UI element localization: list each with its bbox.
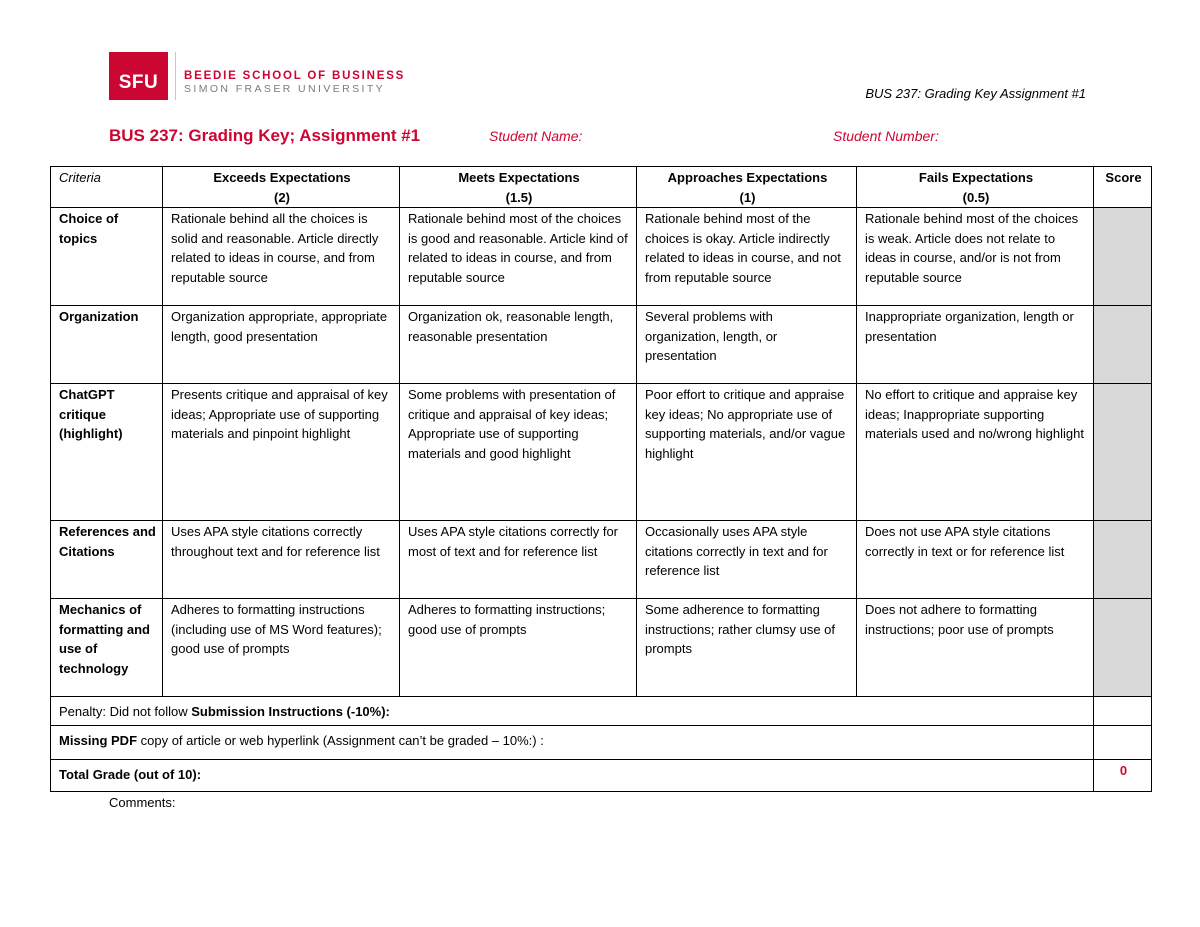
header-exceeds: Exceeds Expectations (2) bbox=[163, 167, 400, 208]
fails-cell: Rationale behind most of the choices is weak. Article does not relate to ideas in course, and/or is not from reputable source bbox=[857, 208, 1094, 306]
approaches-cell: Several problems with organization, length, or presentation bbox=[637, 306, 857, 384]
header-score: Score bbox=[1094, 167, 1152, 208]
missing-pdf-row bbox=[51, 726, 1152, 760]
exceeds-cell: Uses APA style citations correctly throughout text and for reference list bbox=[163, 521, 400, 599]
logo-university-name: SIMON FRASER UNIVERSITY bbox=[184, 83, 386, 95]
criteria-cell: Organization bbox=[51, 306, 163, 384]
meets-cell: Rationale behind most of the choices is good and reasonable. Article kind of related to ideas in course, and from reputable source bbox=[400, 208, 637, 306]
exceeds-cell: Rationale behind all the choices is solid and reasonable. Article directly related to ideas in course, and from reputable source bbox=[163, 208, 400, 306]
logo-school-name: BEEDIE SCHOOL OF BUSINESS bbox=[184, 70, 406, 82]
score-input-cell[interactable] bbox=[1094, 521, 1152, 599]
comments-label: Comments: bbox=[109, 795, 176, 810]
table-row bbox=[51, 599, 1152, 697]
table-row bbox=[51, 208, 1152, 306]
total-grade-label: Total Grade (out of 10): bbox=[51, 760, 1094, 792]
score-input-cell[interactable] bbox=[1094, 384, 1152, 521]
missing-pdf-label: Missing PDF copy of article or web hyperlink (Assignment can’t be graded – 10%:) : bbox=[51, 726, 1094, 760]
approaches-cell: Occasionally uses APA style citations correctly in text and for reference list bbox=[637, 521, 857, 599]
score-input-cell[interactable] bbox=[1094, 208, 1152, 306]
meets-cell: Organization ok, reasonable length, reasonable presentation bbox=[400, 306, 637, 384]
meets-cell: Uses APA style citations correctly for most of text and for reference list bbox=[400, 521, 637, 599]
table-row bbox=[51, 521, 1152, 599]
fails-cell: Does not use APA style citations correctly in text or for reference list bbox=[857, 521, 1094, 599]
grading-rubric-table bbox=[50, 166, 1152, 792]
exceeds-cell: Adheres to formatting instructions (including use of MS Word features); good use of prompts bbox=[163, 599, 400, 697]
logo-text bbox=[184, 52, 405, 100]
approaches-cell: Some adherence to formatting instructions; rather clumsy use of prompts bbox=[637, 599, 857, 697]
penalty-label: Penalty: Did not follow Submission Instructions (-10%): bbox=[51, 697, 1094, 726]
meets-cell: Adheres to formatting instructions; good use of prompts bbox=[400, 599, 637, 697]
meets-cell: Some problems with presentation of critique and appraisal of key ideas; Appropriate use of supporting materials and good highlight bbox=[400, 384, 637, 521]
table-header-row bbox=[51, 167, 1152, 208]
criteria-cell: ChatGPT critique (highlight) bbox=[51, 384, 163, 521]
sfu-beedie-logo bbox=[109, 52, 405, 100]
fails-cell: Inappropriate organization, length or presentation bbox=[857, 306, 1094, 384]
criteria-cell: Choice of topics bbox=[51, 208, 163, 306]
approaches-cell: Rationale behind most of the choices is okay. Article indirectly related to ideas in course, and not from reputable source bbox=[637, 208, 857, 306]
approaches-cell: Poor effort to critique and appraise key ideas; No appropriate use of supporting materials, and/or vague highlight bbox=[637, 384, 857, 521]
student-number-label: Student Number: bbox=[833, 128, 939, 144]
fails-cell: No effort to critique and appraise key ideas; Inappropriate supporting materials used and no/wrong highlight bbox=[857, 384, 1094, 521]
total-grade-value: 0 bbox=[1094, 760, 1152, 792]
score-input-cell[interactable] bbox=[1094, 306, 1152, 384]
fails-cell: Does not adhere to formatting instructions; poor use of prompts bbox=[857, 599, 1094, 697]
penalty-score-cell[interactable] bbox=[1094, 697, 1152, 726]
exceeds-cell: Presents critique and appraisal of key ideas; Appropriate use of supporting materials and pinpoint highlight bbox=[163, 384, 400, 521]
table-row bbox=[51, 306, 1152, 384]
criteria-cell: Mechanics of formatting and use of technology bbox=[51, 599, 163, 697]
header-approaches: Approaches Expectations (1) bbox=[637, 167, 857, 208]
header-criteria: Criteria bbox=[51, 167, 163, 208]
exceeds-cell: Organization appropriate, appropriate length, good presentation bbox=[163, 306, 400, 384]
sfu-logo-mark: SFU bbox=[109, 52, 168, 100]
table-row bbox=[51, 384, 1152, 521]
header-fails: Fails Expectations (0.5) bbox=[857, 167, 1094, 208]
penalty-row bbox=[51, 697, 1152, 726]
missing-pdf-score-cell[interactable] bbox=[1094, 726, 1152, 760]
total-row bbox=[51, 760, 1152, 792]
page-header-course: BUS 237: Grading Key Assignment #1 bbox=[865, 86, 1086, 101]
page-title: BUS 237: Grading Key; Assignment #1 bbox=[109, 126, 421, 145]
logo-divider bbox=[175, 52, 176, 100]
criteria-cell: References and Citations bbox=[51, 521, 163, 599]
student-name-label: Student Name: bbox=[489, 128, 583, 144]
score-input-cell[interactable] bbox=[1094, 599, 1152, 697]
header-meets: Meets Expectations (1.5) bbox=[400, 167, 637, 208]
